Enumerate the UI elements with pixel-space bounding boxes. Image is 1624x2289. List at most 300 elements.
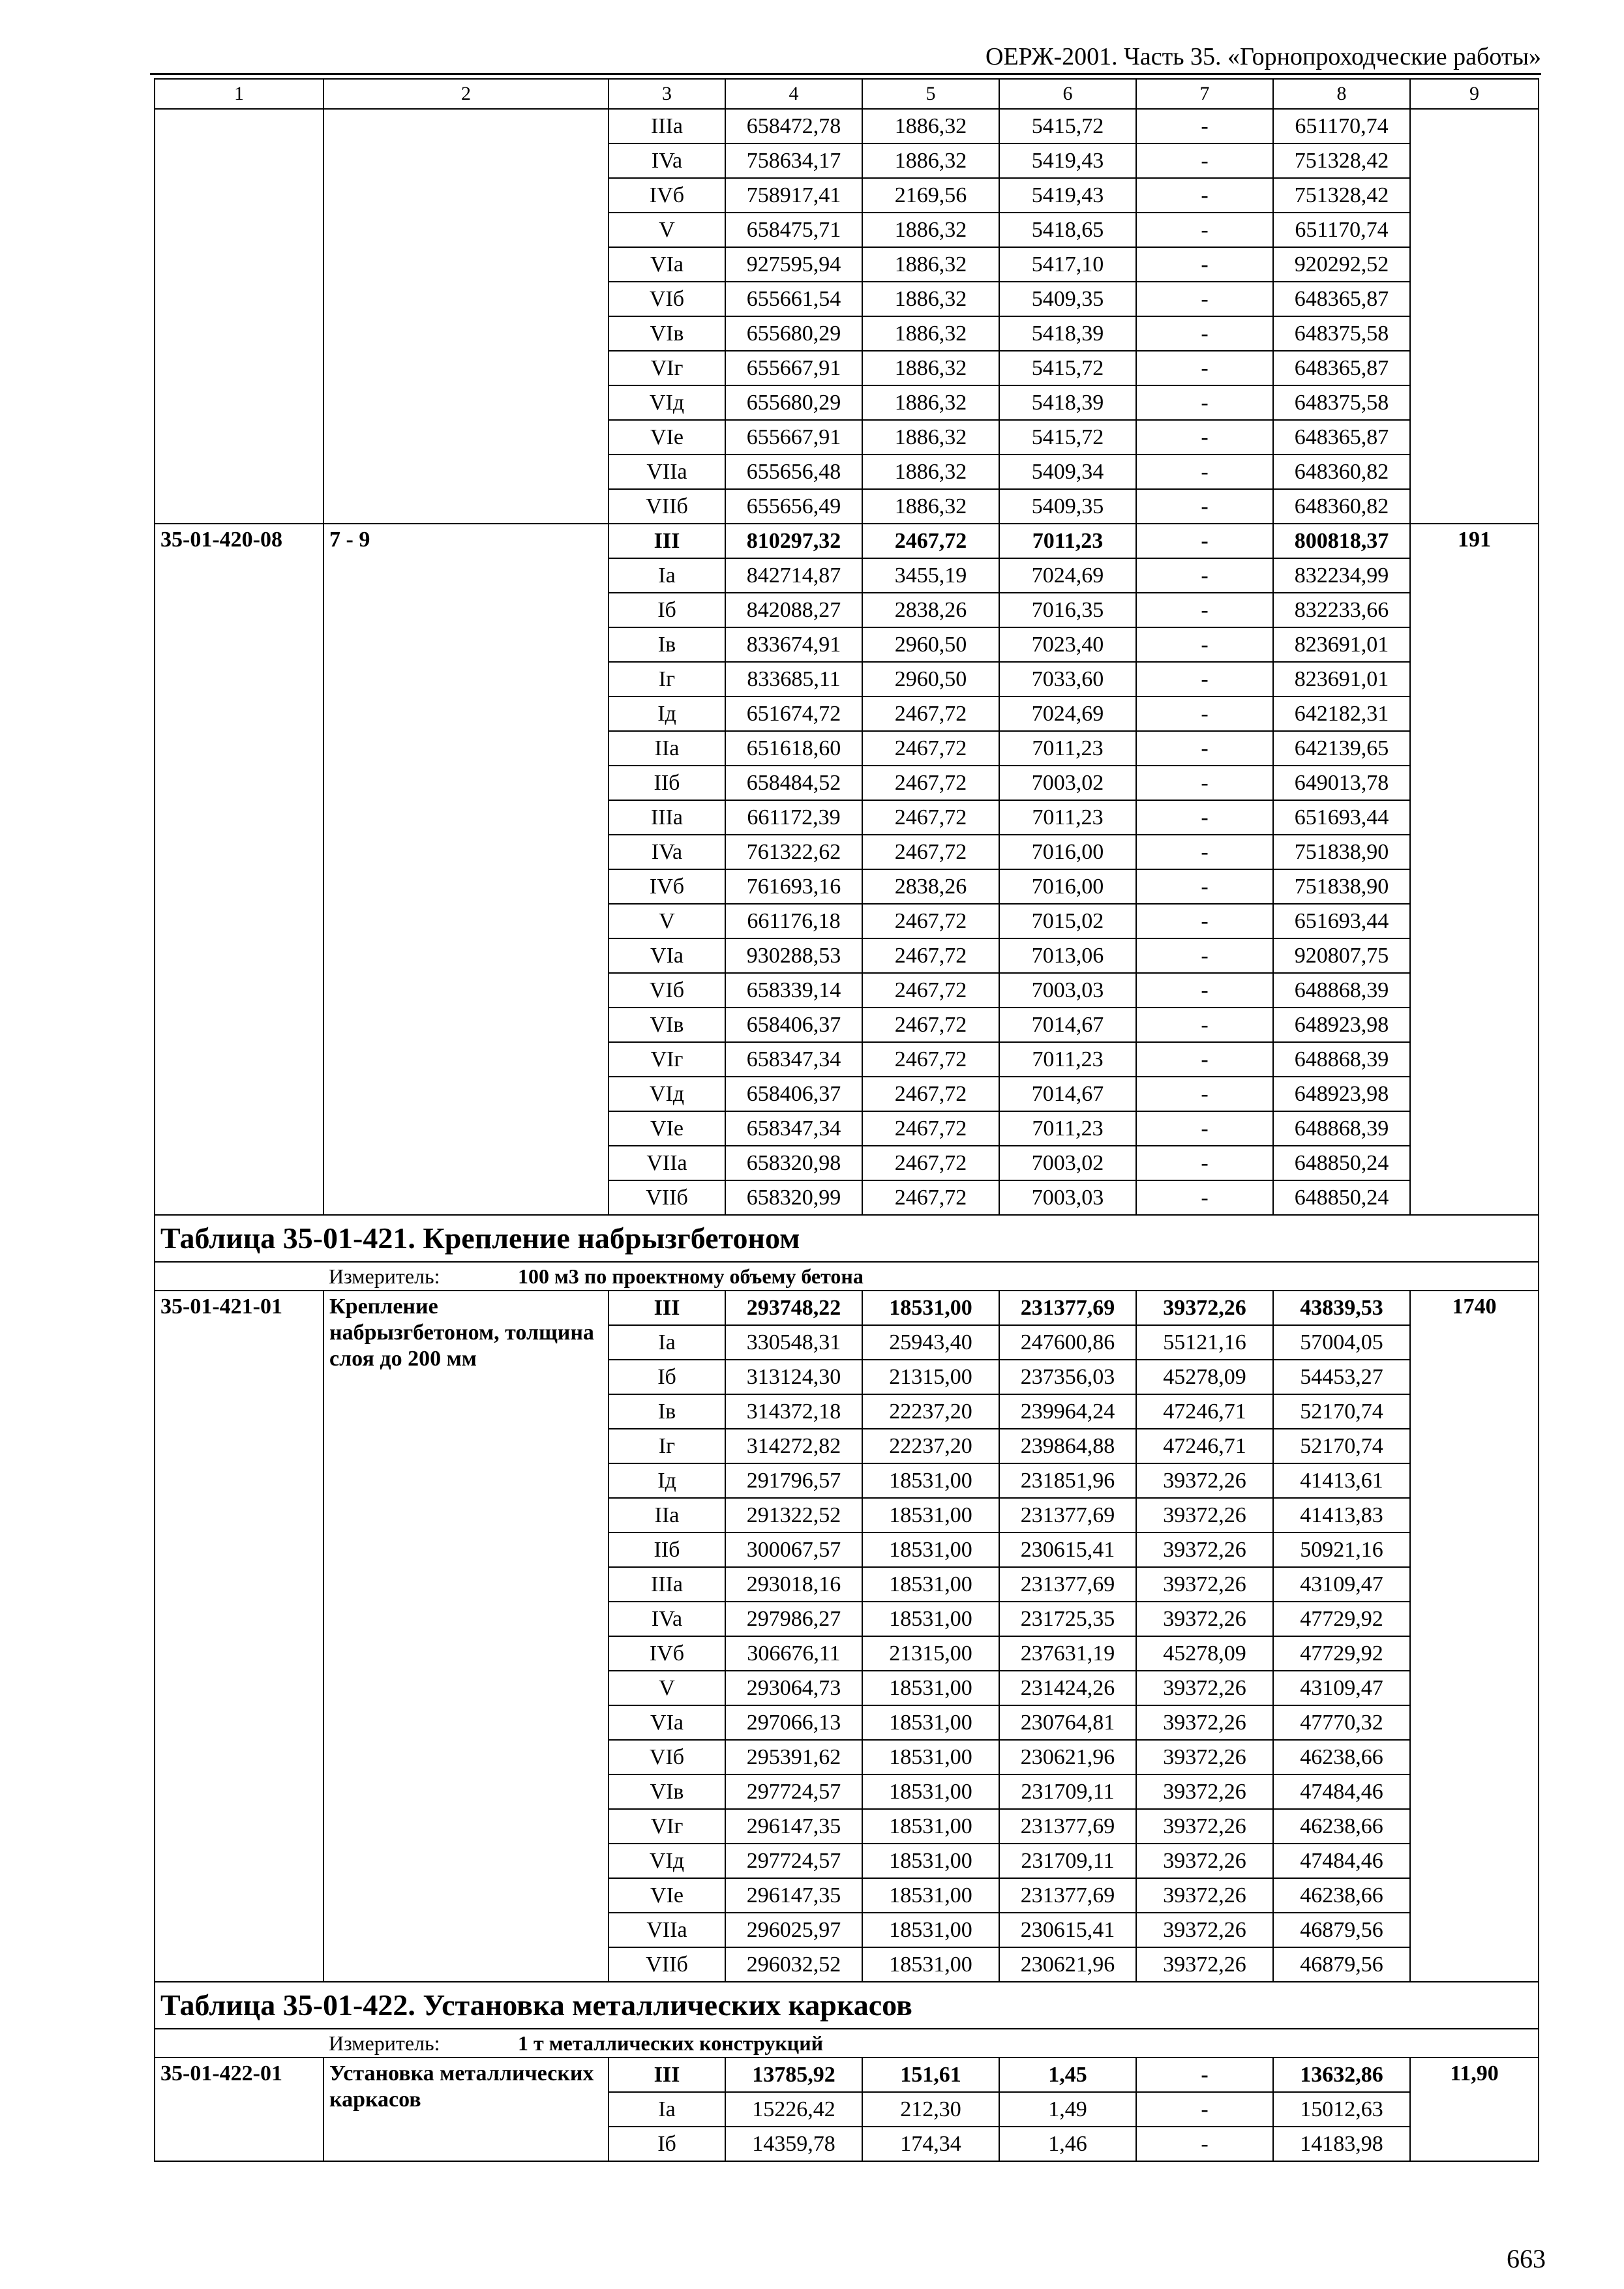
value-cell: 13632,86	[1273, 2057, 1410, 2092]
region-cell: VIб	[609, 1740, 725, 1774]
column-number: 1	[155, 79, 323, 109]
value-cell: 297724,57	[725, 1774, 862, 1809]
value-cell: 649013,78	[1273, 766, 1410, 800]
value-cell: 751328,42	[1273, 143, 1410, 178]
value-cell: -	[1136, 627, 1273, 662]
value-cell: 291322,52	[725, 1498, 862, 1533]
region-cell: IVб	[609, 1636, 725, 1671]
region-cell: VIIб	[609, 489, 725, 524]
value-cell: 296147,35	[725, 1878, 862, 1913]
region-cell: Ia	[609, 558, 725, 593]
value-cell: 648375,58	[1273, 385, 1410, 420]
section-title-row	[155, 1982, 1539, 2029]
value-cell: 761322,62	[725, 835, 862, 869]
value-cell: -	[1136, 904, 1273, 938]
value-cell: 47484,46	[1273, 1844, 1410, 1878]
value-cell: -	[1136, 973, 1273, 1008]
value-cell: 39372,26	[1136, 1878, 1273, 1913]
value-cell: 18531,00	[862, 1463, 999, 1498]
region-cell: VIв	[609, 1008, 725, 1042]
value-cell: 57004,05	[1273, 1325, 1410, 1360]
column-number: 4	[725, 79, 862, 109]
value-cell: 658320,99	[725, 1180, 862, 1215]
value-cell: 648868,39	[1273, 1042, 1410, 1077]
value-cell: 658339,14	[725, 973, 862, 1008]
value-cell: 648868,39	[1273, 1111, 1410, 1146]
region-cell: VIд	[609, 1844, 725, 1878]
value-cell: 7003,02	[999, 766, 1136, 800]
value-cell: 2467,72	[862, 1146, 999, 1180]
value-cell: 1886,32	[862, 247, 999, 282]
table-row	[155, 524, 1539, 558]
norm-cell: 1740	[1410, 1291, 1539, 1982]
value-cell: 18531,00	[862, 1809, 999, 1844]
value-cell: 7003,02	[999, 1146, 1136, 1180]
value-cell: 651170,74	[1273, 109, 1410, 143]
measure-value: 100 м3 по проектному объему бетона	[518, 1264, 864, 1288]
value-cell: 2467,72	[862, 938, 999, 973]
value-cell: -	[1136, 1111, 1273, 1146]
value-cell: 293748,22	[725, 1291, 862, 1325]
region-cell: VIe	[609, 420, 725, 455]
rates-table	[154, 78, 1539, 2162]
value-cell: 842088,27	[725, 593, 862, 627]
value-cell: -	[1136, 938, 1273, 973]
value-cell: 648850,24	[1273, 1180, 1410, 1215]
value-cell: 5418,39	[999, 316, 1136, 351]
value-cell: -	[1136, 455, 1273, 489]
region-cell: Iб	[609, 2127, 725, 2161]
value-cell: 648365,87	[1273, 351, 1410, 385]
value-cell: 18531,00	[862, 1913, 999, 1947]
value-cell: 648923,98	[1273, 1008, 1410, 1042]
value-cell: 15012,63	[1273, 2092, 1410, 2127]
value-cell: 47729,92	[1273, 1602, 1410, 1636]
value-cell: 930288,53	[725, 938, 862, 973]
value-cell: 1,49	[999, 2092, 1136, 2127]
value-cell: 43109,47	[1273, 1567, 1410, 1602]
value-cell: 18531,00	[862, 1844, 999, 1878]
value-cell: 237631,19	[999, 1636, 1136, 1671]
value-cell: -	[1136, 731, 1273, 766]
table-row	[155, 1291, 1539, 1325]
value-cell: 655667,91	[725, 351, 862, 385]
value-cell: 655656,49	[725, 489, 862, 524]
value-cell: 47770,32	[1273, 1705, 1410, 1740]
rate-code: 35-01-421-01	[155, 1291, 323, 1982]
region-cell: Iд	[609, 696, 725, 731]
value-cell: 52170,74	[1273, 1394, 1410, 1429]
measure-label: Измеритель:	[329, 2031, 440, 2055]
value-cell: 7013,06	[999, 938, 1136, 973]
value-cell: 231377,69	[999, 1498, 1136, 1533]
value-cell: 237356,03	[999, 1360, 1136, 1394]
value-cell: 823691,01	[1273, 627, 1410, 662]
value-cell: -	[1136, 524, 1273, 558]
value-cell: 18531,00	[862, 1947, 999, 1982]
value-cell: 5409,34	[999, 455, 1136, 489]
value-cell: 833685,11	[725, 662, 862, 696]
region-cell: Iг	[609, 662, 725, 696]
value-cell: 18531,00	[862, 1533, 999, 1567]
value-cell: 43109,47	[1273, 1671, 1410, 1705]
region-cell: Iб	[609, 593, 725, 627]
region-cell: VIв	[609, 316, 725, 351]
value-cell: 41413,83	[1273, 1498, 1410, 1533]
value-cell: -	[1136, 316, 1273, 351]
value-cell: 300067,57	[725, 1533, 862, 1567]
value-cell: 39372,26	[1136, 1602, 1273, 1636]
rate-code	[155, 109, 323, 524]
value-cell: 18531,00	[862, 1567, 999, 1602]
value-cell: -	[1136, 558, 1273, 593]
column-number: 2	[323, 79, 609, 109]
value-cell: 297986,27	[725, 1602, 862, 1636]
region-cell: IIIa	[609, 1567, 725, 1602]
region-cell: VIIa	[609, 1146, 725, 1180]
value-cell: 651693,44	[1273, 800, 1410, 835]
region-cell: VIб	[609, 282, 725, 316]
value-cell: 5417,10	[999, 247, 1136, 282]
value-cell: 7014,67	[999, 1008, 1136, 1042]
value-cell: 758917,41	[725, 178, 862, 213]
value-cell: 231377,69	[999, 1567, 1136, 1602]
value-cell: 330548,31	[725, 1325, 862, 1360]
value-cell: 39372,26	[1136, 1671, 1273, 1705]
value-cell: 658406,37	[725, 1077, 862, 1111]
region-cell: VIIa	[609, 455, 725, 489]
region-cell: VIд	[609, 1077, 725, 1111]
value-cell: 658484,52	[725, 766, 862, 800]
value-cell: 7011,23	[999, 731, 1136, 766]
value-cell: 2467,72	[862, 1077, 999, 1111]
value-cell: -	[1136, 1180, 1273, 1215]
region-cell: Iг	[609, 1429, 725, 1463]
value-cell: 18531,00	[862, 1498, 999, 1533]
value-cell: 927595,94	[725, 247, 862, 282]
region-cell: Ia	[609, 1325, 725, 1360]
value-cell: 832234,99	[1273, 558, 1410, 593]
value-cell: 296147,35	[725, 1809, 862, 1844]
section-measure	[155, 2029, 1539, 2057]
value-cell: 2960,50	[862, 662, 999, 696]
region-cell: VIв	[609, 1774, 725, 1809]
value-cell: 293064,73	[725, 1671, 862, 1705]
value-cell: 230615,41	[999, 1913, 1136, 1947]
value-cell: 761693,16	[725, 869, 862, 904]
header-rule	[150, 73, 1541, 75]
value-cell: 231725,35	[999, 1602, 1136, 1636]
rate-name: 7 - 9	[323, 524, 609, 1215]
value-cell: 247600,86	[999, 1325, 1136, 1360]
value-cell: 39372,26	[1136, 1291, 1273, 1325]
value-cell: 7016,00	[999, 869, 1136, 904]
value-cell: 47246,71	[1136, 1394, 1273, 1429]
region-cell: V	[609, 213, 725, 247]
norm-cell	[1410, 109, 1539, 524]
value-cell: 2960,50	[862, 627, 999, 662]
value-cell: -	[1136, 766, 1273, 800]
value-cell: 22237,20	[862, 1394, 999, 1429]
value-cell: 2467,72	[862, 766, 999, 800]
value-cell: 7011,23	[999, 800, 1136, 835]
region-cell: VIe	[609, 1111, 725, 1146]
value-cell: 7011,23	[999, 1111, 1136, 1146]
measure-value: 1 т металлических конструкций	[518, 2031, 824, 2055]
value-cell: -	[1136, 420, 1273, 455]
region-cell: VIa	[609, 1705, 725, 1740]
region-cell: IVб	[609, 869, 725, 904]
value-cell: 7011,23	[999, 524, 1136, 558]
value-cell: -	[1136, 1077, 1273, 1111]
value-cell: 2169,56	[862, 178, 999, 213]
value-cell: -	[1136, 593, 1273, 627]
rate-code: 35-01-422-01	[155, 2057, 323, 2161]
value-cell: 658406,37	[725, 1008, 862, 1042]
value-cell: 2467,72	[862, 731, 999, 766]
value-cell: 2467,72	[862, 1042, 999, 1077]
region-cell: IIa	[609, 731, 725, 766]
value-cell: -	[1136, 1008, 1273, 1042]
region-cell: V	[609, 904, 725, 938]
value-cell: 39372,26	[1136, 1705, 1273, 1740]
value-cell: 21315,00	[862, 1360, 999, 1394]
value-cell: 751838,90	[1273, 835, 1410, 869]
region-cell: VIe	[609, 1878, 725, 1913]
value-cell: -	[1136, 662, 1273, 696]
value-cell: 2838,26	[862, 593, 999, 627]
value-cell: -	[1136, 1042, 1273, 1077]
value-cell: 296032,52	[725, 1947, 862, 1982]
value-cell: 39372,26	[1136, 1774, 1273, 1809]
value-cell: 47729,92	[1273, 1636, 1410, 1671]
value-cell: -	[1136, 385, 1273, 420]
value-cell: 18531,00	[862, 1705, 999, 1740]
region-cell: VIIб	[609, 1947, 725, 1982]
value-cell: -	[1136, 282, 1273, 316]
region-cell: III	[609, 2057, 725, 2092]
value-cell: 47484,46	[1273, 1774, 1410, 1809]
value-cell: 651618,60	[725, 731, 862, 766]
column-number: 5	[862, 79, 999, 109]
value-cell: 239964,24	[999, 1394, 1136, 1429]
value-cell: 2467,72	[862, 800, 999, 835]
value-cell: 7003,03	[999, 1180, 1136, 1215]
value-cell: -	[1136, 696, 1273, 731]
value-cell: 296025,97	[725, 1913, 862, 1947]
value-cell: 1886,32	[862, 109, 999, 143]
value-cell: 1886,32	[862, 351, 999, 385]
table-row	[155, 2057, 1539, 2092]
value-cell: 39372,26	[1136, 1740, 1273, 1774]
value-cell: -	[1136, 213, 1273, 247]
value-cell: -	[1136, 178, 1273, 213]
value-cell: 800818,37	[1273, 524, 1410, 558]
value-cell: 2467,72	[862, 1008, 999, 1042]
column-number: 6	[999, 79, 1136, 109]
region-cell: IIIa	[609, 109, 725, 143]
value-cell: 43839,53	[1273, 1291, 1410, 1325]
region-cell: VIIa	[609, 1913, 725, 1947]
region-cell: Iб	[609, 1360, 725, 1394]
value-cell: 658347,34	[725, 1042, 862, 1077]
value-cell: 751838,90	[1273, 869, 1410, 904]
rates-table-body	[155, 79, 1539, 2161]
value-cell: 231424,26	[999, 1671, 1136, 1705]
value-cell: 39372,26	[1136, 1947, 1273, 1982]
value-cell: 833674,91	[725, 627, 862, 662]
value-cell: 810297,32	[725, 524, 862, 558]
section-title: Таблица 35-01-422. Установка металлических каркасов	[155, 1982, 1539, 2029]
value-cell: 5418,65	[999, 213, 1136, 247]
value-cell: 1886,32	[862, 316, 999, 351]
value-cell: 648365,87	[1273, 420, 1410, 455]
value-cell: 920292,52	[1273, 247, 1410, 282]
value-cell: 658347,34	[725, 1111, 862, 1146]
value-cell: 5415,72	[999, 109, 1136, 143]
value-cell: 18531,00	[862, 1878, 999, 1913]
section-measure-row	[155, 1262, 1539, 1291]
value-cell: 5418,39	[999, 385, 1136, 420]
value-cell: 661172,39	[725, 800, 862, 835]
value-cell: -	[1136, 835, 1273, 869]
value-cell: -	[1136, 489, 1273, 524]
region-cell: IIб	[609, 1533, 725, 1567]
region-cell: VIб	[609, 973, 725, 1008]
value-cell: 758634,17	[725, 143, 862, 178]
value-cell: -	[1136, 351, 1273, 385]
value-cell: 655667,91	[725, 420, 862, 455]
value-cell: 7016,35	[999, 593, 1136, 627]
column-number: 9	[1410, 79, 1539, 109]
value-cell: 832233,66	[1273, 593, 1410, 627]
region-cell: III	[609, 524, 725, 558]
value-cell: 1,45	[999, 2057, 1136, 2092]
value-cell: 7024,69	[999, 558, 1136, 593]
page-header: ОЕРЖ-2001. Часть 35. «Горнопроходческие работы»	[985, 43, 1541, 70]
value-cell: 2467,72	[862, 696, 999, 731]
value-cell: 655656,48	[725, 455, 862, 489]
value-cell: 239864,88	[999, 1429, 1136, 1463]
value-cell: 18531,00	[862, 1291, 999, 1325]
value-cell: 293018,16	[725, 1567, 862, 1602]
value-cell: 46238,66	[1273, 1878, 1410, 1913]
value-cell: 1,46	[999, 2127, 1136, 2161]
value-cell: 1886,32	[862, 455, 999, 489]
value-cell: 39372,26	[1136, 1913, 1273, 1947]
value-cell: 50921,16	[1273, 1533, 1410, 1567]
section-title-row	[155, 1215, 1539, 1262]
value-cell: 314372,18	[725, 1394, 862, 1429]
value-cell: -	[1136, 2092, 1273, 2127]
value-cell: 39372,26	[1136, 1809, 1273, 1844]
value-cell: 1886,32	[862, 489, 999, 524]
column-number-row	[155, 79, 1539, 109]
value-cell: 642139,65	[1273, 731, 1410, 766]
region-cell: VIг	[609, 351, 725, 385]
region-cell: VIIб	[609, 1180, 725, 1215]
value-cell: 15226,42	[725, 2092, 862, 2127]
value-cell: 661176,18	[725, 904, 862, 938]
value-cell: 2838,26	[862, 869, 999, 904]
column-number: 7	[1136, 79, 1273, 109]
value-cell: 14183,98	[1273, 2127, 1410, 2161]
section-title: Таблица 35-01-421. Крепление набрызгбетоном	[155, 1215, 1539, 1262]
value-cell: 306676,11	[725, 1636, 862, 1671]
value-cell: 151,61	[862, 2057, 999, 2092]
value-cell: 46879,56	[1273, 1947, 1410, 1982]
value-cell: 297066,13	[725, 1705, 862, 1740]
value-cell: -	[1136, 2127, 1273, 2161]
value-cell: 313124,30	[725, 1360, 862, 1394]
value-cell: 39372,26	[1136, 1567, 1273, 1602]
value-cell: 231377,69	[999, 1809, 1136, 1844]
region-cell: Iв	[609, 1394, 725, 1429]
value-cell: 46238,66	[1273, 1740, 1410, 1774]
value-cell: 648365,87	[1273, 282, 1410, 316]
value-cell: 13785,92	[725, 2057, 862, 2092]
page-number: 663	[1507, 2244, 1546, 2273]
value-cell: 39372,26	[1136, 1498, 1273, 1533]
region-cell: V	[609, 1671, 725, 1705]
value-cell: -	[1136, 109, 1273, 143]
value-cell: 5419,43	[999, 178, 1136, 213]
value-cell: 648375,58	[1273, 316, 1410, 351]
value-cell: 648868,39	[1273, 973, 1410, 1008]
column-number: 8	[1273, 79, 1410, 109]
region-cell: VIa	[609, 938, 725, 973]
value-cell: 231709,11	[999, 1844, 1136, 1878]
value-cell: 230621,96	[999, 1740, 1136, 1774]
value-cell: 22237,20	[862, 1429, 999, 1463]
value-cell: 648360,82	[1273, 489, 1410, 524]
value-cell: -	[1136, 1146, 1273, 1180]
value-cell: 2467,72	[862, 835, 999, 869]
value-cell: 751328,42	[1273, 178, 1410, 213]
rate-name: Установка металлических каркасов	[323, 2057, 609, 2161]
value-cell: 46879,56	[1273, 1913, 1410, 1947]
value-cell: 5415,72	[999, 351, 1136, 385]
value-cell: 18531,00	[862, 1774, 999, 1809]
value-cell: 45278,09	[1136, 1636, 1273, 1671]
value-cell: 658475,71	[725, 213, 862, 247]
value-cell: 39372,26	[1136, 1844, 1273, 1878]
region-cell: Iд	[609, 1463, 725, 1498]
value-cell: 7003,03	[999, 973, 1136, 1008]
value-cell: 648923,98	[1273, 1077, 1410, 1111]
value-cell: 5409,35	[999, 489, 1136, 524]
region-cell: IVa	[609, 1602, 725, 1636]
value-cell: 658472,78	[725, 109, 862, 143]
rate-code: 35-01-420-08	[155, 524, 323, 1215]
value-cell: 1886,32	[862, 213, 999, 247]
value-cell: -	[1136, 2057, 1273, 2092]
value-cell: 5409,35	[999, 282, 1136, 316]
region-cell: IVa	[609, 835, 725, 869]
value-cell: 39372,26	[1136, 1463, 1273, 1498]
value-cell: 45278,09	[1136, 1360, 1273, 1394]
value-cell: 39372,26	[1136, 1533, 1273, 1567]
value-cell: 1886,32	[862, 282, 999, 316]
value-cell: 648360,82	[1273, 455, 1410, 489]
value-cell: 655680,29	[725, 385, 862, 420]
rate-name	[323, 109, 609, 524]
value-cell: 1886,32	[862, 420, 999, 455]
value-cell: 658320,98	[725, 1146, 862, 1180]
value-cell: 651674,72	[725, 696, 862, 731]
value-cell: 18531,00	[862, 1602, 999, 1636]
value-cell: 52170,74	[1273, 1429, 1410, 1463]
